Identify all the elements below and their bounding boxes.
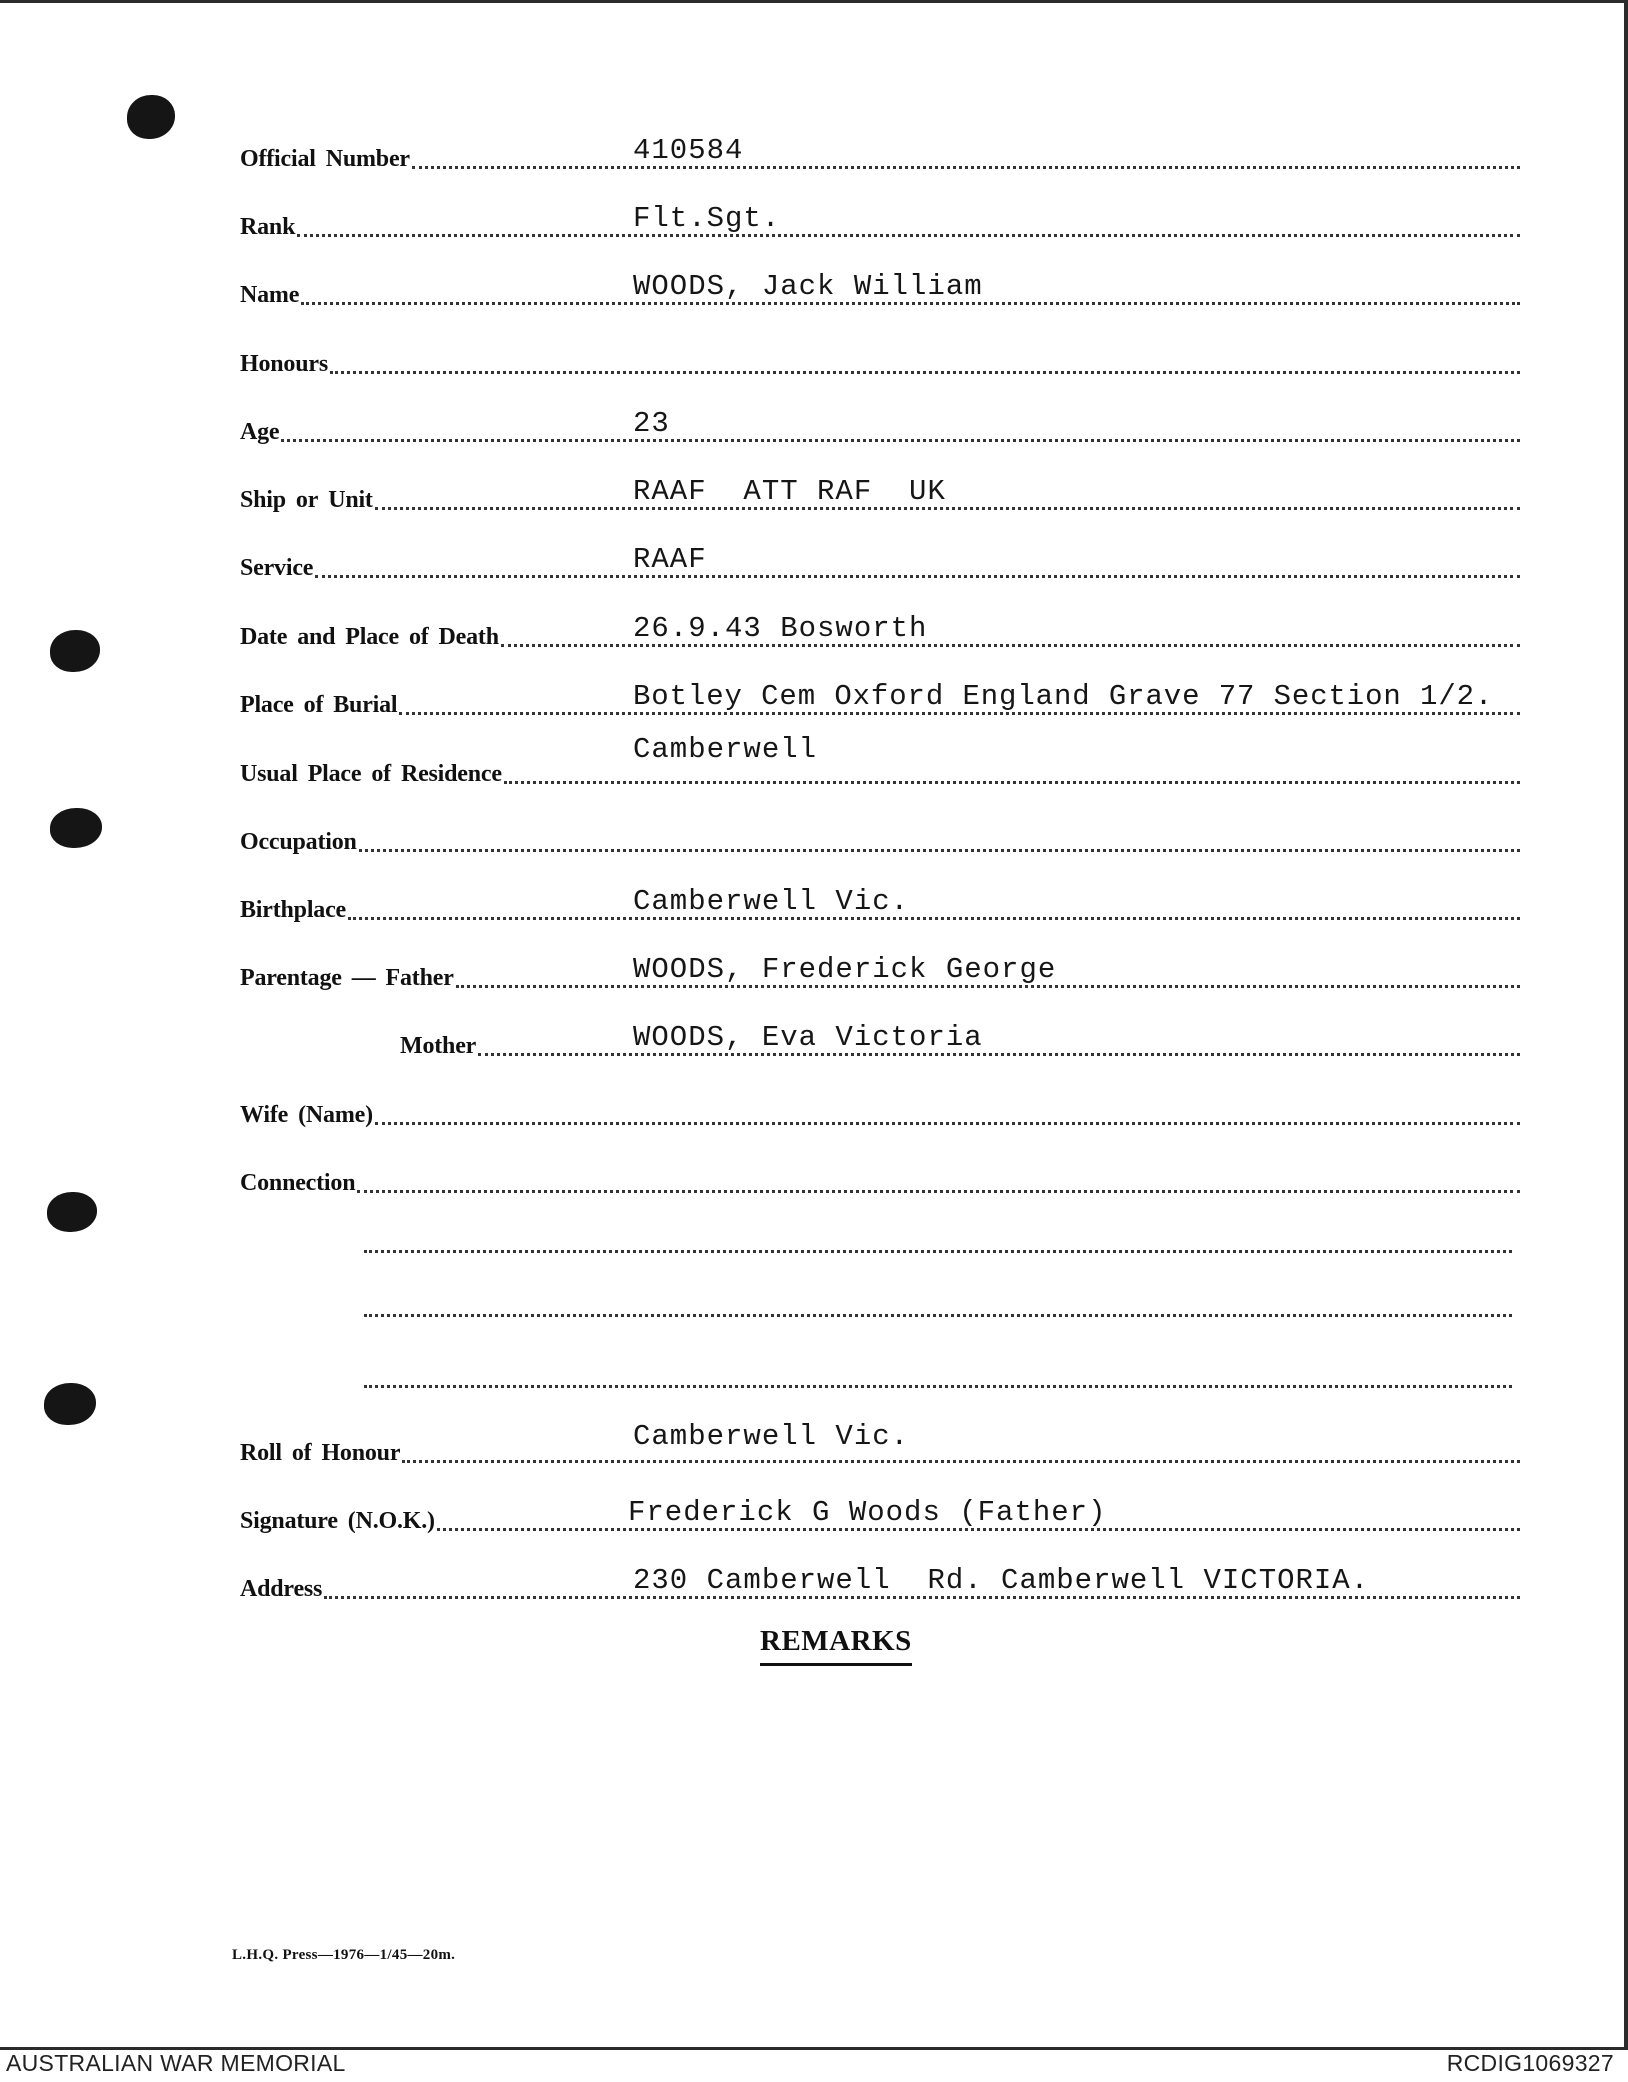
value-address: 230 Camberwell Rd. Camberwell VICTORIA. bbox=[633, 1564, 1370, 1597]
row-rank bbox=[240, 193, 1520, 243]
connection-blank-line-1 bbox=[362, 1209, 1512, 1259]
dotted-leader bbox=[364, 1385, 1512, 1388]
label-honours: Honours bbox=[240, 351, 328, 377]
dotted-leader bbox=[348, 917, 1520, 920]
value-mother: WOODS, Eva Victoria bbox=[633, 1021, 983, 1054]
row-name bbox=[240, 261, 1520, 311]
punch-hole-1 bbox=[127, 95, 175, 139]
label-age: Age bbox=[240, 419, 280, 445]
dotted-leader bbox=[315, 575, 1520, 578]
dotted-leader bbox=[375, 507, 1520, 510]
dotted-leader bbox=[402, 1460, 1520, 1463]
label-ship-or-unit: Ship or Unit bbox=[240, 487, 373, 513]
value-service: RAAF bbox=[633, 543, 707, 576]
dotted-leader bbox=[330, 371, 1520, 374]
row-place-of-burial bbox=[240, 671, 1520, 721]
value-name: WOODS, Jack William bbox=[633, 270, 983, 303]
label-service: Service bbox=[240, 555, 314, 581]
label-mother: Mother bbox=[400, 1033, 477, 1059]
punch-hole-2 bbox=[50, 630, 100, 672]
row-date-place-death bbox=[240, 603, 1520, 653]
dotted-leader bbox=[357, 1190, 1520, 1193]
label-address: Address bbox=[240, 1576, 323, 1602]
value-rank: Flt.Sgt. bbox=[633, 202, 781, 235]
page-top-edge bbox=[0, 0, 1628, 13]
footer-institution: AUSTRALIAN WAR MEMORIAL bbox=[6, 2050, 346, 2076]
value-birthplace: Camberwell Vic. bbox=[633, 885, 910, 918]
page-right-edge bbox=[1624, 0, 1628, 2050]
label-place-of-burial: Place of Burial bbox=[240, 692, 398, 718]
value-father: WOODS, Frederick George bbox=[633, 953, 1057, 986]
dotted-leader bbox=[359, 849, 1520, 852]
punch-hole-3 bbox=[50, 808, 102, 848]
label-roll-of-honour: Roll of Honour bbox=[240, 1440, 401, 1466]
row-signature bbox=[240, 1487, 1520, 1537]
label-occupation: Occupation bbox=[240, 829, 357, 855]
value-roll-of-honour: Camberwell Vic. bbox=[633, 1420, 910, 1453]
row-ship-or-unit bbox=[240, 466, 1520, 516]
remarks-heading: REMARKS bbox=[760, 1625, 1010, 1658]
connection-blank-line-2 bbox=[362, 1273, 1512, 1323]
row-father bbox=[240, 944, 1520, 994]
printer-imprint: L.H.Q. Press—1976—1/45—20m. bbox=[232, 1947, 456, 1963]
label-connection: Connection bbox=[240, 1170, 356, 1196]
label-wife: Wife (Name) bbox=[240, 1102, 373, 1128]
label-signature: Signature (N.O.K.) bbox=[240, 1508, 435, 1534]
dotted-leader bbox=[412, 166, 1520, 169]
value-place-of-burial: Botley Cem Oxford England Grave 77 Section 1/2. bbox=[633, 680, 1494, 713]
row-birthplace bbox=[240, 876, 1520, 926]
row-mother bbox=[400, 1012, 1520, 1062]
row-address bbox=[240, 1555, 1520, 1605]
row-occupation bbox=[240, 808, 1520, 858]
dotted-leader bbox=[364, 1314, 1512, 1317]
value-date-place-death: 26.9.43 Bosworth bbox=[633, 612, 928, 645]
row-wife bbox=[240, 1081, 1520, 1131]
value-age: 23 bbox=[633, 407, 670, 440]
value-usual-residence: Camberwell bbox=[633, 733, 818, 766]
connection-blank-line-3 bbox=[362, 1344, 1512, 1394]
punch-hole-4 bbox=[47, 1192, 97, 1232]
label-official-number: Official Number bbox=[240, 146, 410, 172]
value-official-number: 410584 bbox=[633, 134, 744, 167]
dotted-leader bbox=[375, 1122, 1520, 1125]
dotted-leader bbox=[297, 234, 1520, 237]
label-rank: Rank bbox=[240, 214, 296, 240]
label-name: Name bbox=[240, 282, 300, 308]
dotted-leader bbox=[281, 439, 1520, 442]
dotted-leader bbox=[364, 1250, 1512, 1253]
label-birthplace: Birthplace bbox=[240, 897, 346, 923]
label-date-place-death: Date and Place of Death bbox=[240, 624, 499, 650]
value-ship-or-unit: RAAF ATT RAF UK bbox=[633, 475, 946, 508]
dotted-leader bbox=[504, 781, 1520, 784]
row-roll-of-honour bbox=[240, 1419, 1520, 1469]
label-usual-residence: Usual Place of Residence bbox=[240, 761, 502, 787]
label-father: Parentage — Father bbox=[240, 965, 454, 991]
row-age bbox=[240, 398, 1520, 448]
row-connection bbox=[240, 1149, 1520, 1199]
footer-record-id: RCDIG1069327 bbox=[1446, 2050, 1614, 2076]
row-honours bbox=[240, 330, 1520, 380]
punch-hole-5 bbox=[44, 1383, 96, 1425]
row-official-number bbox=[240, 125, 1520, 175]
row-usual-residence bbox=[240, 733, 1520, 790]
value-signature: Frederick G Woods (Father) bbox=[628, 1496, 1107, 1529]
row-service bbox=[240, 534, 1520, 584]
